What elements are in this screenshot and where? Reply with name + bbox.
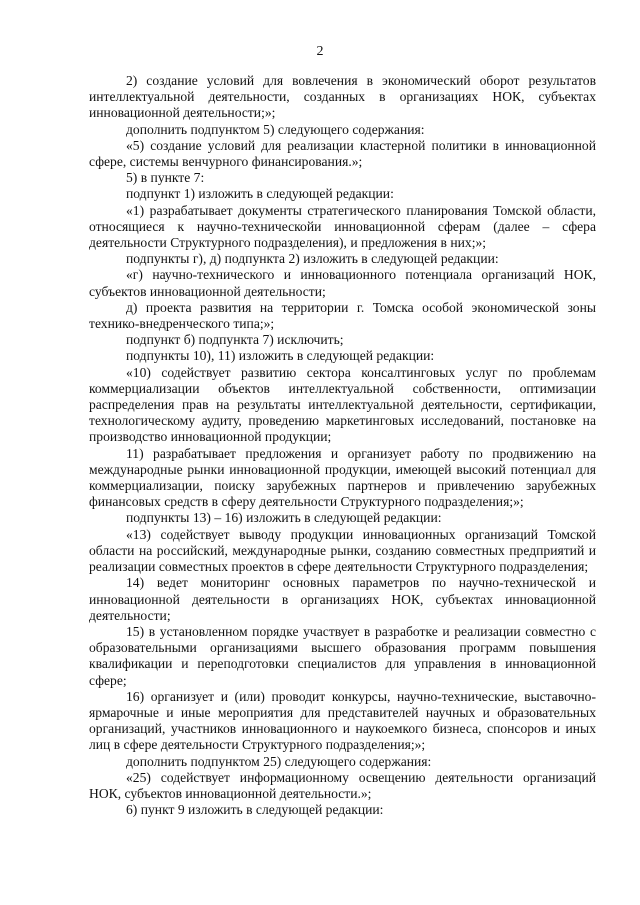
paragraph-18: 16) организует и (или) проводит конкурсы, научно-технические, выставочно-ярмарочные и иные мероприятия для представителей научных и образовательных организаций, участников инновационного и наукоемкого бизнеса, спонсоров и иных лиц в сфере деятельности Структурного подразделения;»; bbox=[89, 688, 596, 753]
paragraph-13: 11) разрабатывает предложения и организует работу по продвижению на международные рынки инновационной продукции, имеющей высокий потенциал для коммерциализации, поиску зарубежных партнеров и привлечению зарубежных финансовых средств в сферу деятельности Структурного подразделения;»; bbox=[89, 445, 596, 510]
page-number: 2 bbox=[316, 44, 324, 59]
paragraph-16: 14) ведет мониторинг основных параметров по научно-технической и инновационной деятельности в организациях НОК, субъектах инновационной деятельности; bbox=[89, 575, 596, 623]
paragraph-21: 6) пункт 9 изложить в следующей редакции: bbox=[126, 802, 384, 818]
paragraph-9: д) проекта развития на территории г. Томска особой экономической зоны технико-внедренческого типа;»; bbox=[89, 299, 596, 332]
paragraph-19: дополнить подпунктом 25) следующего содержания: bbox=[126, 753, 432, 769]
paragraph-6: «1) разрабатывает документы стратегического планирования Томской области, относящиеся к научно-техническойи инновационной сферам (далее – сфера деятельности Структурного подразделения), и предложения в них;»; bbox=[89, 202, 596, 251]
paragraph-7: подпункты г), д) подпункта 2) изложить в следующей редакции: bbox=[126, 251, 499, 267]
paragraph-17: 15) в установленном порядке участвует в разработке и реализации совместно с образовательными организациями высшего образования программ повышения квалификации и переподготовки специалистов для управления в инновационной сфере; bbox=[89, 623, 596, 688]
paragraph-14: подпункты 13) – 16) изложить в следующей редакции: bbox=[126, 510, 442, 526]
paragraph-3: «5) создание условий для реализации кластерной политики в инновационной сфере, системы венчурного финансирования.»; bbox=[89, 137, 596, 170]
paragraph-1: 2) создание условий для вовлечения в экономический оборот результатов интеллектуальной деятельности, созданных в организациях НОК, субъектах инновационной деятельности;»; bbox=[89, 73, 596, 121]
paragraph-8: «г) научно-технического и инновационного потенциала организаций НОК, субъектов инновационной деятельности; bbox=[89, 267, 596, 299]
paragraph-15: «13) содействует выводу продукции инновационных организаций Томской области на российский, международные рынки, созданию совместных предприятий и реализации совместных проектов в сфере деятельности Структурного подразделения; bbox=[89, 526, 596, 575]
paragraph-4: 5) в пункте 7: bbox=[126, 170, 205, 186]
paragraph-2: дополнить подпунктом 5) следующего содержания: bbox=[126, 121, 425, 137]
paragraph-12: «10) содействует развитию сектора консалтинговых услуг по проблемам коммерциализации объектов интеллектуальной собственности, оптимизации распределения прав на результаты интеллектуальной деятельности, сертификации, технологическому аудиту, проведению маркетинговых исследований, постановке на производство инновационной продукции; bbox=[89, 364, 596, 445]
document-body bbox=[89, 73, 596, 818]
paragraph-20: «25) содействует информационному освещению деятельности организаций НОК, субъектов инновационной деятельности.»; bbox=[89, 769, 596, 801]
paragraph-11: подпункты 10), 11) изложить в следующей редакции: bbox=[126, 348, 435, 364]
paragraph-10: подпункт б) подпункта 7) исключить; bbox=[126, 332, 344, 348]
paragraph-5: подпункт 1) изложить в следующей редакции: bbox=[126, 186, 394, 202]
